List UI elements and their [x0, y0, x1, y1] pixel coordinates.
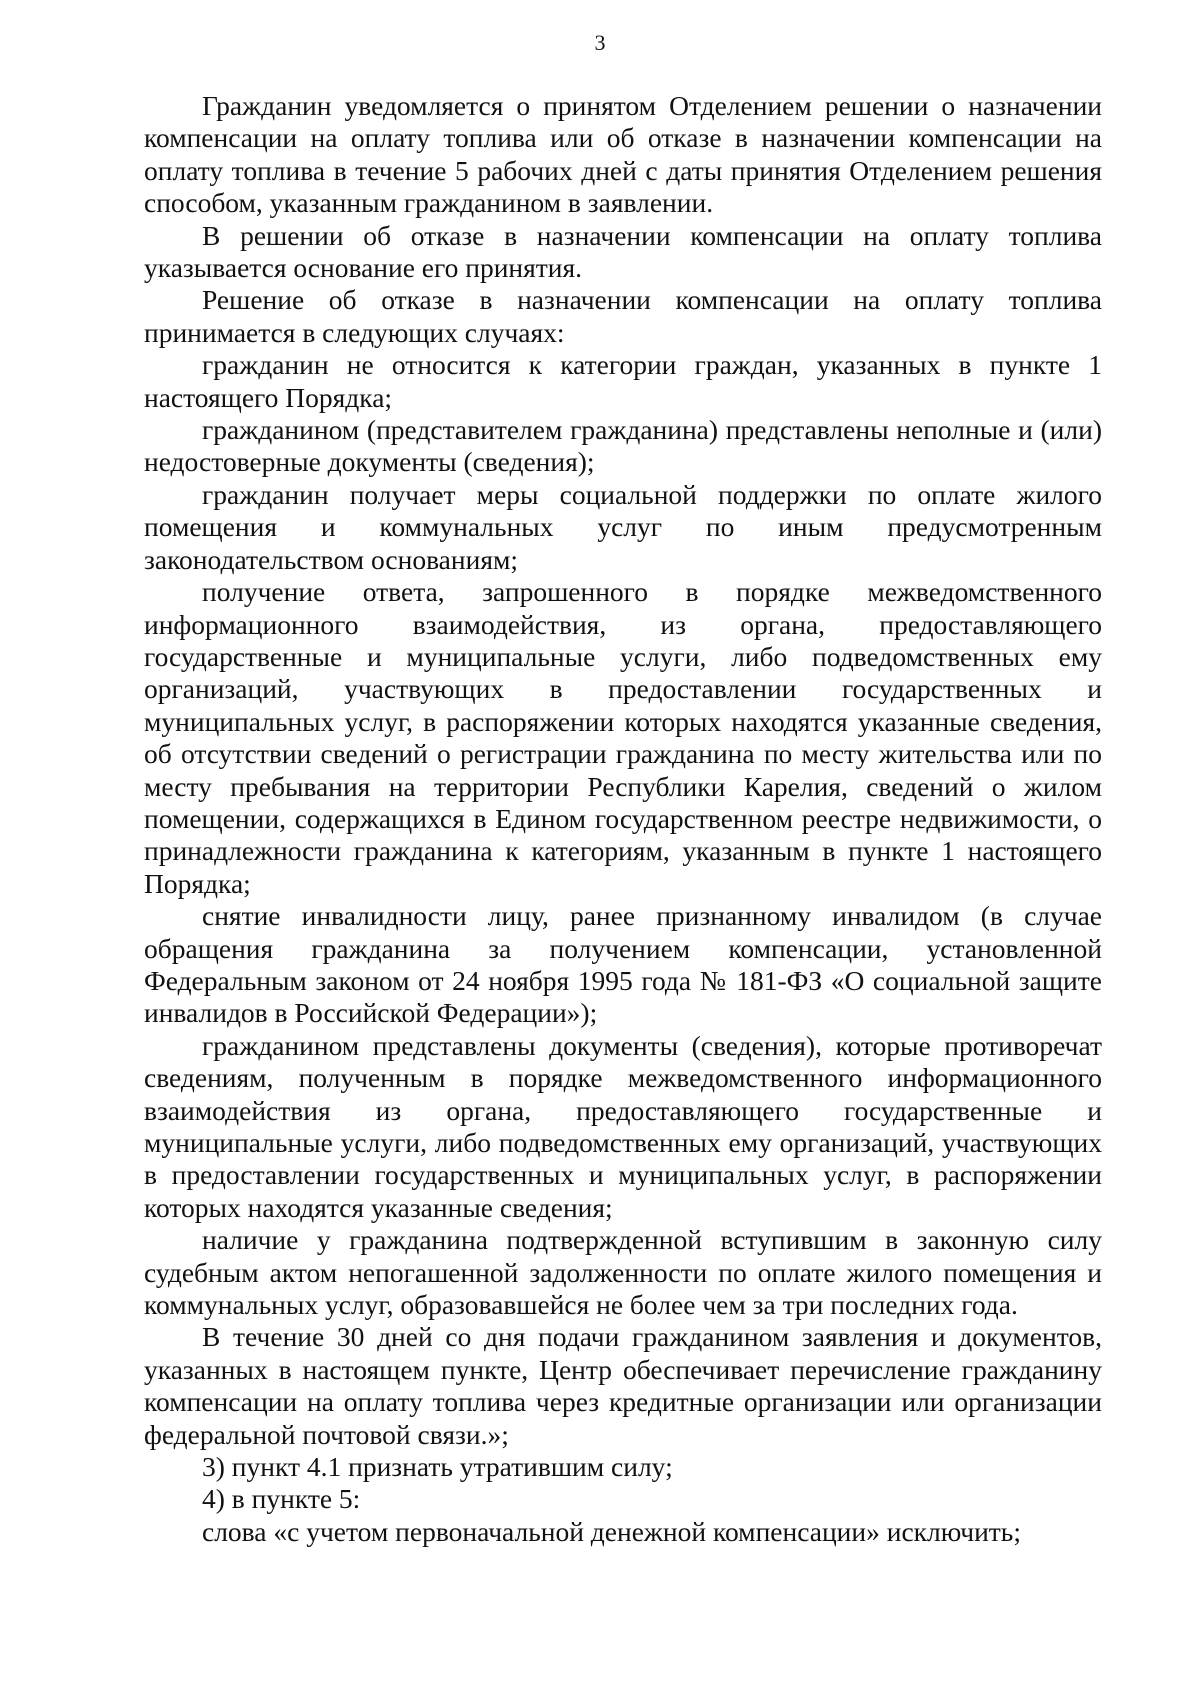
paragraph-case-other-support: гражданин получает меры социальной поддержки по оплате жилого помещения и коммунальных услуг по иным предусмотренным законодательством основаниям; [144, 478, 1102, 575]
paragraph-item-3: 3) пункт 4.1 признать утратившим силу; [202, 1451, 673, 1483]
paragraph-case-disability-removed: снятие инвалидности лицу, ранее признанному инвалидом (в случае обращения гражданина за получением компенсации, установленной Федеральным законом от 24 ноября 1995 года № 181-ФЗ «О социальной защите инвалидов в Российской Федерации»); [144, 900, 1102, 1029]
paragraph-case-contradicting-documents: гражданином представлены документы (сведения), которые противоречат сведениям, полученным в порядке межведомственного информационного взаимодействия из органа, предоставляющего государственные и муниципальные услуги, либо подведомственных ему организаций, участвующих в предоставлении государственных и муниципальных услуг, в распоряжении которых находятся указанные сведения; [144, 1029, 1102, 1223]
paragraph-case-debt: наличие у гражданина подтвержденной вступившим в законную силу судебным актом непогашенной задолженности по оплате жилого помещения и коммунальных услуг, образовавшейся не более чем за три последних года. [144, 1224, 1102, 1321]
paragraph-case-interagency-response: получение ответа, запрошенного в порядке межведомственного информационного взаимодействия, из органа, предоставляющего государственные и муниципальные услуги, либо подведомственных ему организаций, участвующих в предоставлении государственных и муниципальных услуг, в распоряжении которых находятся указанные сведения, об отсутствии сведений о регистрации гражданина по месту жительства или по месту пребывания на территории Республики Карелия, сведений о жилом помещении, содержащихся в Едином государственном реестре недвижимости, о принадлежности гражданина к категориям, указанным в пункте 1 настоящего Порядка; [144, 576, 1102, 899]
paragraph-notification: Гражданин уведомляется о принятом Отделением решении о назначении компенсации на оплату топлива или об отказе в назначении компенсации на оплату топлива в течение 5 рабочих дней с даты принятия Отделением решения способом, указанным гражданином в заявлении. [144, 90, 1102, 219]
document-body [144, 90, 1102, 1548]
paragraph-words-excluded: слова «с учетом первоначальной денежной компенсации» исключить; [202, 1515, 1021, 1547]
paragraph-refusal-cases-intro: Решение об отказе в назначении компенсации на оплату топлива принимается в следующих случаях: [144, 284, 1102, 348]
paragraph-item-4: 4) в пункте 5: [202, 1483, 361, 1515]
page-number: 3 [594, 30, 606, 55]
paragraph-case-incomplete-documents: гражданином (представителем гражданина) представлены неполные и (или) недостоверные документы (сведения); [144, 414, 1102, 478]
paragraph-refusal-basis: В решении об отказе в назначении компенсации на оплату топлива указывается основание его принятия. [144, 219, 1102, 284]
paragraph-payment-term: В течение 30 дней со дня подачи гражданином заявления и документов, указанных в настоящем пункте, Центр обеспечивает перечисление гражданину компенсации на оплату топлива через кредитные организации или организации федеральной почтовой связи.»; [144, 1321, 1102, 1450]
paragraph-case-not-in-category: гражданин не относится к категории граждан, указанных в пункте 1 настоящего Порядка; [144, 349, 1102, 413]
